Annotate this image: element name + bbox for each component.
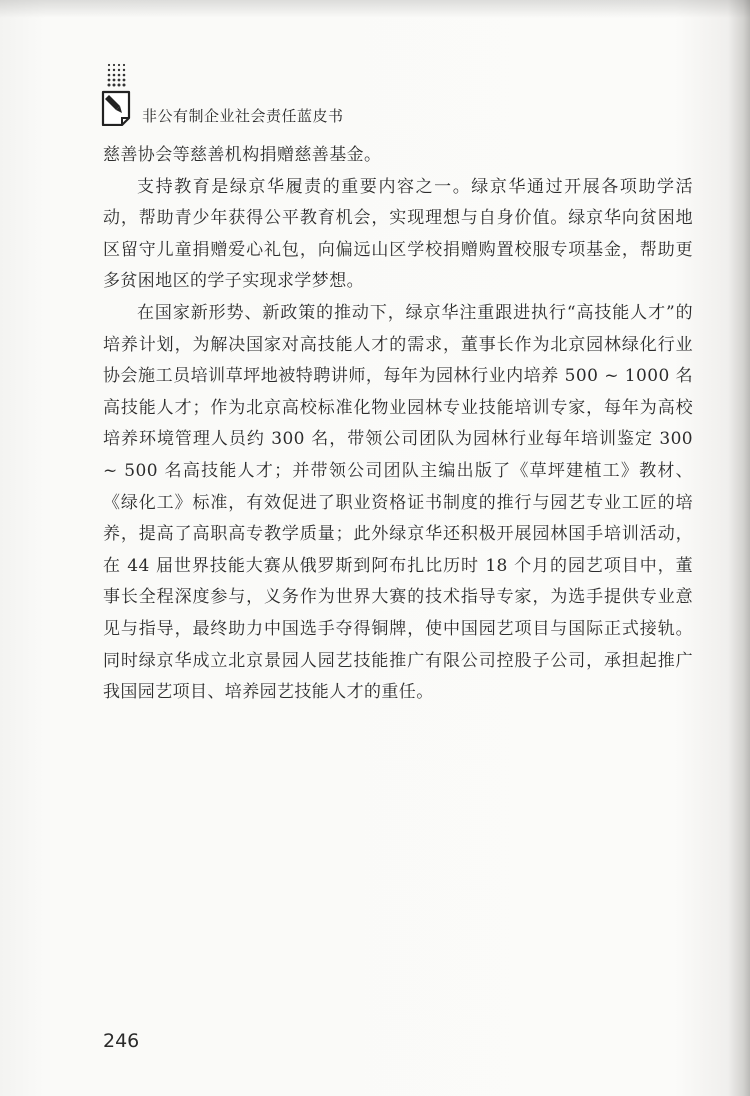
page-number: 246 <box>103 1030 140 1052</box>
paragraph-skills-training: 在国家新形势、新政策的推动下，绿京华注重跟进执行“高技能人才”的培养计划，为解决国家对高技能人才的需求，董事长作为北京园林绿化行业协会施工员培训草坪地被特聘讲师，每年为园林行业内培养 500 ~ 1000 名高技能人才；作为北京高校标准化物业园林专业技能培训专家，每年为高校培养环境管理人员约 300 名，带领公司团队为园林行业每年培训鉴定 300 ~ 500 名高技能人才；并带领公司团队主编出版了《草坪建植工》教材、《绿化工》标准，有效促进了职业资格证书制度的推行与园艺专业工匠的培养，提高了高职高专教学质量；此外绿京华还积极开展园林国手培训活动，在 44 届世界技能大赛从俄罗斯到阿布扎比历时 18 个月的园艺项目中，董事长全程深度参与，义务作为世界大赛的技术指导专家，为选手提供专业意见与指导，最终助力中国选手夺得铜牌，使中国园艺项目与国际正式接轨。同时绿京华成立北京景园人园艺技能推广有限公司控股子公司，承担起推广我国园艺项目、培养园艺技能人才的重任。 <box>103 302 693 703</box>
paragraph-education: 支持教育是绿京华履责的重要内容之一。绿京华通过开展各项助学活动，帮助青少年获得公平教育机会，实现理想与自身价值。绿京华向贫困地区留守儿童捐赠爱心礼包，向偏远山区学校捐赠购置校服专项基金，帮助更多贫困地区的学子实现求学梦想。 <box>103 176 693 292</box>
running-title: 非公有制企业社会责任蓝皮书 <box>142 107 344 125</box>
paragraph-continuation: 慈善协会等慈善机构捐赠慈善基金。 <box>103 145 382 165</box>
book-pen-icon <box>100 62 134 126</box>
page-top-shadow <box>0 0 750 18</box>
body-text <box>103 140 693 709</box>
page-spine-shadow <box>728 0 750 1096</box>
